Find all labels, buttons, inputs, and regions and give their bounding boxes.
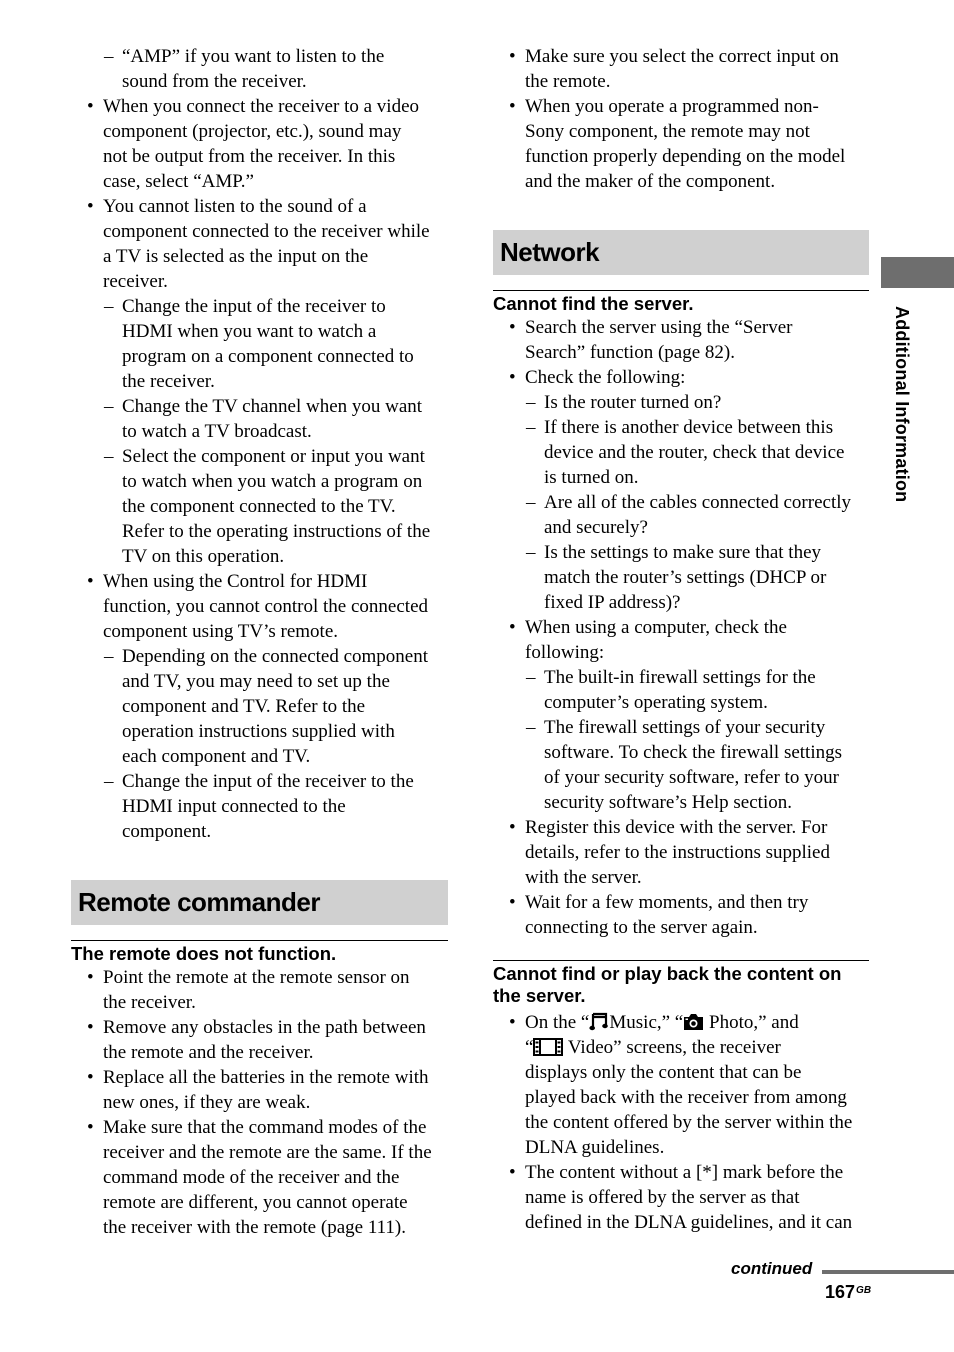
line-text: defined in the DLNA guidelines, and it can <box>525 1212 853 1233</box>
dash-marker: – <box>104 646 114 667</box>
text-line <box>493 415 869 440</box>
text-line <box>71 394 448 419</box>
bullet-marker: • <box>509 367 516 388</box>
text-line <box>493 465 869 490</box>
list-item <box>493 1035 869 1060</box>
line-text: You cannot listen to the sound of a <box>103 196 367 217</box>
text-line <box>493 590 869 615</box>
line-text: component and TV. Refer to the <box>122 696 366 717</box>
line-text: When you connect the receiver to a video <box>103 96 419 117</box>
line-text: “AMP” if you want to listen to the <box>122 46 385 67</box>
line-text: Refer to the operating instructions of the <box>122 521 431 542</box>
text-line <box>493 169 869 194</box>
line-text: of your security software, refer to your <box>544 767 839 788</box>
line-text: Make sure you select the correct input on <box>525 46 839 67</box>
dash-marker: – <box>104 396 114 417</box>
line-text: Replace all the batteries in the remote with <box>103 1067 429 1088</box>
line-text: the receiver with the remote (page 111). <box>103 1217 406 1238</box>
section-title-network: Network <box>493 230 869 275</box>
text-line <box>71 94 448 119</box>
text-line <box>493 840 869 865</box>
left-column <box>71 44 448 1240</box>
dash-marker: – <box>526 542 536 563</box>
line-text: Depending on the connected component <box>122 646 429 667</box>
line-text: When using the Control for HDMI <box>103 571 368 592</box>
line-text: the content offered by the server within the <box>525 1112 853 1133</box>
text-line <box>71 669 448 694</box>
text-line <box>71 744 448 769</box>
line-text: The content without a [*] mark before the <box>525 1162 844 1183</box>
line-text: displays only the content that can be <box>525 1062 802 1083</box>
bullet-marker: • <box>509 1162 516 1183</box>
text-line <box>493 665 869 690</box>
text-line <box>493 1135 869 1160</box>
subheading-cannot-play-content <box>493 960 869 1007</box>
subheading-line: Cannot find or play back the content on <box>493 963 842 984</box>
text-line <box>493 1060 869 1085</box>
line-text: Are all of the cables connected correctly <box>544 492 852 513</box>
text-line <box>71 369 448 394</box>
text-line <box>71 1065 448 1090</box>
line-text: receiver. <box>103 271 168 292</box>
bullet-marker: • <box>509 46 516 67</box>
line-text: receiver and the remote are the same. If the <box>103 1142 432 1163</box>
text-line <box>71 1190 448 1215</box>
line-text: Point the remote at the remote sensor on <box>103 967 410 988</box>
line-text: Change the TV channel when you want <box>122 396 423 417</box>
text-line <box>493 890 869 915</box>
line-text: Change the input of the receiver to <box>122 296 386 317</box>
left-top-text <box>71 44 448 844</box>
line-text: When you operate a programmed non- <box>525 96 819 117</box>
line-text: a TV is selected as the input on the <box>103 246 369 267</box>
subheading-remote-not-function: The remote does not function. <box>71 940 448 965</box>
line-text: new ones, if they are weak. <box>103 1092 311 1113</box>
line-text: HDMI when you want to watch a <box>122 321 377 342</box>
bullet-marker: • <box>87 967 94 988</box>
text-line <box>493 440 869 465</box>
text-line <box>71 519 448 544</box>
text-line <box>493 615 869 640</box>
subheading-line: the server. <box>493 985 586 1006</box>
line-text: played back with the receiver from among <box>525 1087 847 1108</box>
text-line <box>71 444 448 469</box>
line-text: Is the router turned on? <box>544 392 722 413</box>
text-line <box>493 119 869 144</box>
text-line <box>493 1085 869 1110</box>
list-item <box>493 1010 869 1035</box>
line-text: HDMI input connected to the <box>122 796 346 817</box>
dash-marker: – <box>526 717 536 738</box>
line-text: When using a computer, check the <box>525 617 787 638</box>
line-text: the receiver. <box>122 371 215 392</box>
text-line <box>493 390 869 415</box>
text-line <box>493 815 869 840</box>
line-text: program on a component connected to <box>122 346 414 367</box>
bullet-marker: • <box>509 317 516 338</box>
text-line <box>493 540 869 565</box>
dash-marker: – <box>104 46 114 67</box>
dash-marker: – <box>526 417 536 438</box>
bullet-marker: • <box>509 96 516 117</box>
text-line <box>71 319 448 344</box>
text-line <box>71 769 448 794</box>
line-text: device and the router, check that device <box>544 442 845 463</box>
right-column <box>493 44 869 1235</box>
dash-marker: – <box>104 446 114 467</box>
bullet-marker: • <box>87 1117 94 1138</box>
text-line <box>71 219 448 244</box>
line-text: TV on this operation. <box>122 546 285 567</box>
line-text: component using TV’s remote. <box>103 621 339 642</box>
bullet-marker: • <box>509 817 516 838</box>
line-text: case, select “AMP.” <box>103 171 254 192</box>
text-line <box>493 1110 869 1135</box>
cannot-find-server-text <box>493 315 869 940</box>
text-line <box>71 1090 448 1115</box>
line-text: the remote. <box>525 71 611 92</box>
text-line <box>71 144 448 169</box>
dash-marker: – <box>526 392 536 413</box>
line-text: The built-in firewall settings for the <box>544 667 816 688</box>
line-text: Make sure that the command modes of the <box>103 1117 427 1138</box>
bullet-marker: • <box>87 1067 94 1088</box>
text-line <box>493 515 869 540</box>
page-number-suffix: GB <box>856 1285 872 1296</box>
continued-bar <box>822 1270 954 1274</box>
bullet-marker: • <box>87 1017 94 1038</box>
bullet-marker: • <box>509 617 516 638</box>
text-line <box>493 1210 869 1235</box>
line-text: DLNA guidelines. <box>525 1137 665 1158</box>
dash-marker: – <box>526 492 536 513</box>
text-line <box>71 569 448 594</box>
line-text: Is the settings to make sure that they <box>544 542 822 563</box>
text-line <box>493 365 869 390</box>
line-text: match the router’s settings (DHCP or <box>544 567 827 588</box>
text-run: Music,” “ <box>609 1012 684 1033</box>
line-text: the component connected to the TV. <box>122 496 396 517</box>
right-top-text <box>493 44 869 194</box>
remote-commander-text <box>71 965 448 1240</box>
subheading-cannot-find-server: Cannot find the server. <box>493 290 869 315</box>
section-title-remote-commander: Remote commander <box>71 880 448 925</box>
text-line <box>71 694 448 719</box>
text-line <box>71 1165 448 1190</box>
text-line <box>493 1160 869 1185</box>
text-line <box>493 790 869 815</box>
text-line <box>71 119 448 144</box>
line-text: and securely? <box>544 517 648 538</box>
line-text: to watch a TV broadcast. <box>122 421 312 442</box>
text-line <box>71 469 448 494</box>
text-line <box>71 544 448 569</box>
line-text: to watch when you watch a program on <box>122 471 423 492</box>
side-section-label: Additional Information <box>892 306 912 503</box>
text-line <box>493 94 869 119</box>
line-text: details, refer to the instructions supplied <box>525 842 830 863</box>
line-text: Register this device with the server. For <box>525 817 828 838</box>
music-note-icon <box>589 1011 609 1038</box>
text-run: Video” screens, the receiver <box>563 1037 781 1058</box>
line-text: Check the following: <box>525 367 686 388</box>
text-line <box>493 640 869 665</box>
line-text: not be output from the receiver. In this <box>103 146 396 167</box>
bullet-marker: • <box>87 571 94 592</box>
text-run: Photo,” and <box>704 1012 799 1033</box>
line-text: operation instructions supplied with <box>122 721 395 742</box>
line-text: and TV, you may need to set up the <box>122 671 390 692</box>
text-line <box>71 794 448 819</box>
line-text: and the maker of the component. <box>525 171 776 192</box>
text-line <box>493 865 869 890</box>
text-line <box>71 1215 448 1240</box>
section-tab-marker <box>881 257 954 288</box>
text-run: On the “ <box>525 1012 590 1033</box>
line-text: fixed IP address)? <box>544 592 681 613</box>
line-text: remote are different, you cannot operate <box>103 1192 408 1213</box>
text-line <box>493 144 869 169</box>
line-text: connecting to the server again. <box>525 917 758 938</box>
text-line <box>493 915 869 940</box>
text-line <box>71 44 448 69</box>
text-line <box>71 194 448 219</box>
text-line <box>493 340 869 365</box>
text-line <box>71 244 448 269</box>
text-line <box>71 269 448 294</box>
text-line <box>71 619 448 644</box>
line-text: the receiver. <box>103 992 196 1013</box>
line-text: Search” function (page 82). <box>525 342 735 363</box>
bullet-marker: • <box>87 96 94 117</box>
line-text: Select the component or input you want <box>122 446 425 467</box>
text-line <box>71 419 448 444</box>
text-line <box>71 69 448 94</box>
text-line <box>71 1115 448 1140</box>
line-text: Remove any obstacles in the path between <box>103 1017 426 1038</box>
line-text: the remote and the receiver. <box>103 1042 314 1063</box>
text-line <box>71 494 448 519</box>
line-text: component connected to the receiver while <box>103 221 430 242</box>
line-text: name is offered by the server as that <box>525 1187 800 1208</box>
line-text: Wait for a few moments, and then try <box>525 892 809 913</box>
line-text: Change the input of the receiver to the <box>122 771 414 792</box>
dash-marker: – <box>104 296 114 317</box>
line-text: security software’s Help section. <box>544 792 792 813</box>
text-line <box>493 690 869 715</box>
line-text: following: <box>525 642 605 663</box>
text-line <box>71 594 448 619</box>
text-line <box>71 1040 448 1065</box>
bullet-marker: • <box>87 196 94 217</box>
line-text: is turned on. <box>544 467 639 488</box>
text-line <box>71 990 448 1015</box>
dash-marker: – <box>104 771 114 792</box>
text-line <box>493 315 869 340</box>
text-line <box>71 344 448 369</box>
line-text: with the server. <box>525 867 642 888</box>
text-line <box>71 1015 448 1040</box>
line-text: function properly depending on the model <box>525 146 846 167</box>
line-text: software. To check the firewall settings <box>544 742 842 763</box>
text-line <box>493 740 869 765</box>
dash-marker: – <box>526 667 536 688</box>
text-line <box>71 644 448 669</box>
text-line <box>71 819 448 844</box>
line-text: The firewall settings of your security <box>544 717 826 738</box>
line-text: If there is another device between this <box>544 417 834 438</box>
bullet-marker: • <box>509 1012 516 1033</box>
cannot-play-content-text <box>493 1060 869 1235</box>
line-text: command mode of the receiver and the <box>103 1167 400 1188</box>
text-line <box>493 715 869 740</box>
text-line <box>71 965 448 990</box>
text-line <box>71 1140 448 1165</box>
text-line <box>493 44 869 69</box>
text-line <box>493 565 869 590</box>
line-text: computer’s operating system. <box>544 692 768 713</box>
text-line <box>71 294 448 319</box>
line-text: Sony component, the remote may not <box>525 121 810 142</box>
line-text: function, you cannot control the connected <box>103 596 429 617</box>
page-number-value: 167 <box>825 1282 856 1302</box>
text-line <box>71 719 448 744</box>
continued-label: continued <box>731 1259 813 1278</box>
line-text: component (projector, etc.), sound may <box>103 121 402 142</box>
bullet-marker: • <box>509 892 516 913</box>
text-line <box>493 765 869 790</box>
line-text: component. <box>122 821 212 842</box>
line-text: Search the server using the “Server <box>525 317 793 338</box>
page-number <box>825 1282 871 1303</box>
text-line <box>493 1185 869 1210</box>
text-run: “ <box>525 1037 534 1058</box>
line-text: each component and TV. <box>122 746 311 767</box>
line-text: sound from the receiver. <box>122 71 307 92</box>
text-line <box>493 490 869 515</box>
text-line <box>493 69 869 94</box>
text-line <box>71 169 448 194</box>
